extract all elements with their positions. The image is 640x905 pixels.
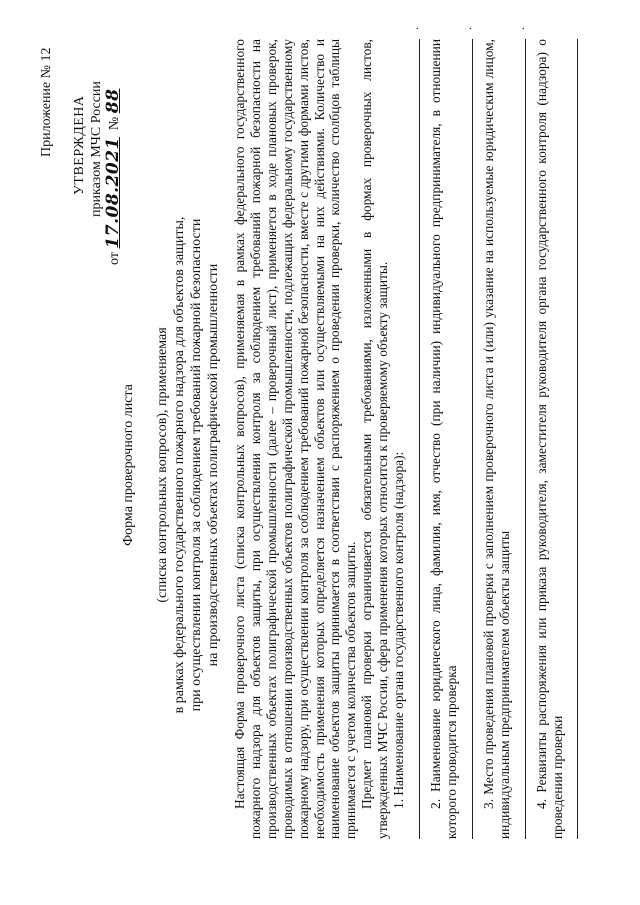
form-body bbox=[232, 27, 586, 839]
approval-stamp bbox=[38, 25, 123, 265]
item-3-location: 3. Место проведения плановой проверки с заполнением проверочного листа и (или) указание на используемые юридическим лицом, индивидуальным предпринимателем объекты защиты bbox=[480, 39, 512, 839]
item-1-fill-line[interactable]: . bbox=[409, 39, 420, 839]
scope-paragraph: Предмет плановой проверки ограничивается обязательными требованиями, изложенными в формах проверочных листов, утвержденных МЧС России, сфера применения которых относится к проверяемому объекту защиты. bbox=[359, 39, 391, 839]
handwritten-number: 88 bbox=[103, 88, 123, 114]
intro-paragraph: Настоящая Форма проверочного листа (списка контрольных вопросов), применяемая в рамках федерального государственного пожарного надзора для объектов защиты, при осуществлении контроля за соблюдением требований пожарной безопасности на производственных объектах полиграфической промышленности (далее – проверочный лист), применяется в ходе плановых проверок, проводимых в отношении производственных объектов полиграфической промышленности, подлежащих федеральному государственному пожарному надзору, при осуществлении контроля за соблюдением требований пожарной безопасности, вместе с другими формами листов, необходимость применения которых определяется назначением объектов или осуществляемыми на них действиями. Количество и наименование объектов защиты принимается в соответствии с распоряжением о проведении проверки, количество столбцов таблицы принимается с учетом количества объектов защиты. bbox=[232, 39, 359, 839]
approved-heading: УТВЕРЖДЕНА bbox=[72, 95, 87, 195]
handwritten-date: 17.08.2021 bbox=[103, 137, 123, 249]
item-2-fill-line[interactable]: . bbox=[462, 39, 473, 839]
item-4-fill-line[interactable] bbox=[567, 39, 578, 839]
approval-order: приказом МЧС России bbox=[89, 81, 104, 217]
number-prefix: № bbox=[107, 116, 122, 131]
date-prefix: от bbox=[107, 252, 122, 265]
title-line-3: в рамках федерального государственного пожарного надзора для объектов защиты, bbox=[172, 216, 187, 714]
item-2-entity: 2. Наименование юридического лица, фамилия, имя, отчество (при наличии) индивидуального предпринимателя, в отношении которого проводится проверка bbox=[427, 39, 459, 839]
title-line-2: (списка контрольных вопросов), применяемая bbox=[155, 327, 170, 603]
title-line-1: Форма проверочного листа bbox=[121, 384, 136, 546]
title-line-5: на производственных объектах полиграфической промышленности bbox=[206, 263, 221, 667]
item-4-order-details: 4. Реквизиты распоряжения или приказа руководителя, заместителя руководителя органа государственного контроля (надзора) о проведении проверки bbox=[533, 39, 565, 839]
title-line-4: при осуществлении контроля за соблюдением требований пожарной безопасности bbox=[189, 218, 204, 712]
form-title bbox=[120, 145, 222, 785]
item-3-fill-line[interactable]: . bbox=[515, 39, 526, 839]
item-1-authority: 1. Наименование органа государственного контроля (надзора): bbox=[391, 451, 407, 809]
appendix-number: Приложение № 12 bbox=[39, 47, 54, 157]
